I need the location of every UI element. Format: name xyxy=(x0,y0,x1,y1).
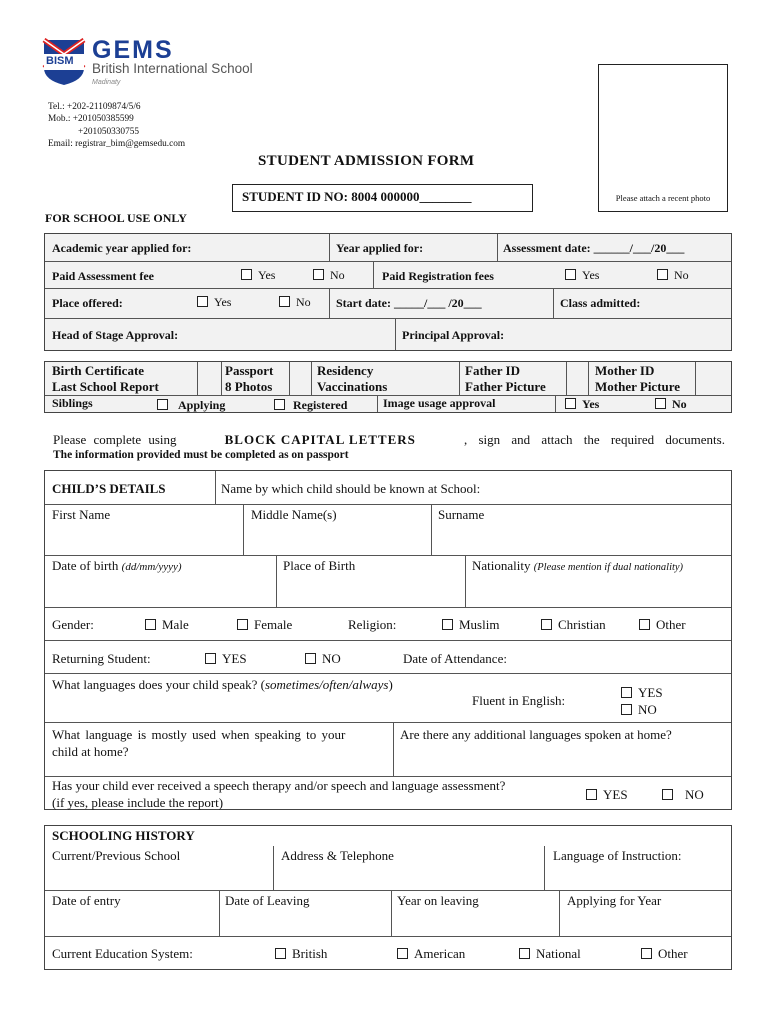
paid-assessment-label: Paid Assessment fee xyxy=(52,269,154,283)
gender-label: Gender: xyxy=(52,617,94,632)
checkbox-icon[interactable] xyxy=(305,653,316,664)
checkbox-icon[interactable] xyxy=(145,619,156,630)
education-system-label: Current Education System: xyxy=(52,946,193,961)
instructions-line-2: The information provided must be completed as on passport xyxy=(53,449,349,461)
nationality-label: Nationality (Please mention if dual nationality) xyxy=(472,558,684,573)
checkbox-icon[interactable] xyxy=(641,948,652,959)
language-instruction-label: Language of Instruction: xyxy=(553,848,682,863)
checkbox-icon[interactable] xyxy=(662,789,673,800)
checkbox-icon[interactable] xyxy=(237,619,248,630)
additional-languages-label: Are there any additional languages spoken at home? xyxy=(400,727,672,742)
schooling-history-heading: SCHOOLING HISTORY xyxy=(52,828,195,843)
first-name-label: First Name xyxy=(52,507,111,522)
speech-yes[interactable]: YES xyxy=(586,787,628,803)
image-usage-label: Image usage approval xyxy=(383,396,496,410)
siblings-label: Siblings xyxy=(52,396,93,410)
class-admitted-label: Class admitted: xyxy=(560,296,641,310)
attendance-label: Date of Attendance: xyxy=(403,651,507,666)
checkbox-icon[interactable] xyxy=(442,619,453,630)
school-logo xyxy=(42,38,282,94)
vaccinations: Vaccinations xyxy=(317,379,388,394)
fluent-yes[interactable]: YES xyxy=(621,685,663,701)
system-american[interactable]: American xyxy=(397,946,465,962)
mostly-used-label-2: child at home? xyxy=(52,744,129,759)
contact-info xyxy=(48,101,185,150)
image-usage-yes[interactable]: Yes xyxy=(565,397,599,412)
returning-student-label: Returning Student: xyxy=(52,651,151,666)
logo-location: Madinaty xyxy=(92,79,121,86)
dob-label: Date of birth (dd/mm/yyyy) xyxy=(52,558,182,573)
documents-table xyxy=(44,361,732,413)
speech-no[interactable]: NO xyxy=(662,787,704,803)
paid-registration-label: Paid Registration fees xyxy=(382,269,494,283)
student-id-box: STUDENT ID NO: 8004 000000________ xyxy=(232,184,533,212)
academic-year-label: Academic year applied for: xyxy=(52,241,192,255)
siblings-registered[interactable]: Registered xyxy=(274,398,347,413)
checkbox-icon[interactable] xyxy=(275,948,286,959)
photo-box[interactable] xyxy=(598,64,728,212)
applying-for-year-label: Applying for Year xyxy=(567,893,662,908)
checkbox-icon[interactable] xyxy=(639,619,650,630)
instructions-line-1: Please complete using BLOCK CAPITAL LETTERS , sign and attach the required documents. xyxy=(53,432,725,447)
paid-assessment-yes[interactable]: Yes xyxy=(241,268,275,283)
form-title: STUDENT ADMISSION FORM xyxy=(258,153,475,169)
date-of-entry-label: Date of entry xyxy=(52,893,121,908)
date-of-leaving-label: Date of Leaving xyxy=(225,893,310,908)
current-school-label: Current/Previous School xyxy=(52,848,181,863)
checkbox-icon[interactable] xyxy=(541,619,552,630)
father-id: Father ID xyxy=(465,363,521,378)
system-other[interactable]: Other xyxy=(641,946,688,962)
last-school-report: Last School Report xyxy=(52,379,159,394)
checkbox-icon[interactable] xyxy=(621,704,632,715)
checkbox-icon[interactable] xyxy=(565,398,576,409)
religion-christian[interactable]: Christian xyxy=(541,617,606,633)
speech-therapy-hint: (if yes, please include the report) xyxy=(52,795,224,810)
gender-male[interactable]: Male xyxy=(145,617,189,633)
child-details-table xyxy=(44,470,732,810)
checkbox-icon[interactable] xyxy=(657,269,668,280)
checkbox-icon[interactable] xyxy=(241,269,252,280)
mother-id: Mother ID xyxy=(595,363,655,378)
school-use-label: FOR SCHOOL USE ONLY xyxy=(45,211,187,225)
mostly-used-label-1: What language is mostly used when speaking to your xyxy=(52,727,346,742)
checkbox-icon[interactable] xyxy=(205,653,216,664)
returning-no[interactable]: NO xyxy=(305,651,341,667)
system-british[interactable]: British xyxy=(275,946,327,962)
paid-registration-no[interactable]: No xyxy=(657,268,689,283)
checkbox-icon[interactable] xyxy=(586,789,597,800)
system-national[interactable]: National xyxy=(519,946,581,962)
checkbox-icon[interactable] xyxy=(313,269,324,280)
logo-badge-text: BISM xyxy=(46,55,74,67)
languages-label: What languages does your child speak? (sometimes/often/always) xyxy=(52,677,393,692)
mobile-2: +201050330755 xyxy=(78,126,140,137)
fluent-label: Fluent in English: xyxy=(472,693,566,708)
mother-picture: Mother Picture xyxy=(595,379,681,394)
checkbox-icon[interactable] xyxy=(279,296,290,307)
place-offered-no[interactable]: No xyxy=(279,295,311,310)
start-date-label: Start date: _____/___ /20___ xyxy=(336,296,482,310)
religion-other[interactable]: Other xyxy=(639,617,686,633)
assessment-date-label: Assessment date: ______/___/20___ xyxy=(503,241,685,255)
checkbox-icon[interactable] xyxy=(197,296,208,307)
schooling-history-table xyxy=(44,825,732,970)
checkbox-icon[interactable] xyxy=(621,687,632,698)
gender-female[interactable]: Female xyxy=(237,617,292,633)
year-applied-label: Year applied for: xyxy=(336,241,424,255)
fluent-no[interactable]: NO xyxy=(621,702,657,718)
place-offered-yes[interactable]: Yes xyxy=(197,295,231,310)
address-label: Address & Telephone xyxy=(281,848,394,863)
image-usage-no[interactable]: No xyxy=(655,397,687,412)
principal-approval-label: Principal Approval: xyxy=(402,328,505,342)
father-picture: Father Picture xyxy=(465,379,546,394)
head-of-stage-label: Head of Stage Approval: xyxy=(52,328,179,342)
passport: Passport xyxy=(225,363,274,378)
siblings-applying[interactable]: Applying xyxy=(157,398,225,413)
child-details-heading: CHILD’S DETAILS xyxy=(52,481,166,496)
logo-school-name: British International School xyxy=(92,61,253,76)
checkbox-icon[interactable] xyxy=(519,948,530,959)
residency: Residency xyxy=(317,363,374,378)
speech-therapy-label: Has your child ever received a speech therapy and/or speech and language assessment? xyxy=(52,778,506,793)
known-as-label: Name by which child should be known at School: xyxy=(221,481,481,496)
surname-label: Surname xyxy=(438,507,485,522)
email: Email: registrar_bim@gemsedu.com xyxy=(48,138,186,149)
paid-registration-yes[interactable]: Yes xyxy=(565,268,599,283)
middle-name-label: Middle Name(s) xyxy=(251,507,337,522)
logo-brand: GEMS xyxy=(92,36,174,64)
religion-muslim[interactable]: Muslim xyxy=(442,617,499,633)
religion-label: Religion: xyxy=(348,617,397,632)
photos: 8 Photos xyxy=(225,379,273,394)
telephone: Tel.: +202-21109874/5/6 xyxy=(48,102,141,112)
checkbox-icon[interactable] xyxy=(157,399,168,410)
checkbox-icon[interactable] xyxy=(274,399,285,410)
place-of-birth-label: Place of Birth xyxy=(283,558,356,573)
school-use-table xyxy=(44,233,732,351)
checkbox-icon[interactable] xyxy=(655,398,666,409)
checkbox-icon[interactable] xyxy=(565,269,576,280)
paid-assessment-no[interactable]: No xyxy=(313,268,345,283)
birth-certificate: Birth Certificate xyxy=(52,363,145,378)
place-offered-label: Place offered: xyxy=(52,296,123,310)
photo-caption: Please attach a recent photo xyxy=(615,193,711,203)
year-on-leaving-label: Year on leaving xyxy=(397,893,479,908)
mobile: Mob.: +201050385599 xyxy=(48,114,134,125)
returning-yes[interactable]: YES xyxy=(205,651,247,667)
checkbox-icon[interactable] xyxy=(397,948,408,959)
